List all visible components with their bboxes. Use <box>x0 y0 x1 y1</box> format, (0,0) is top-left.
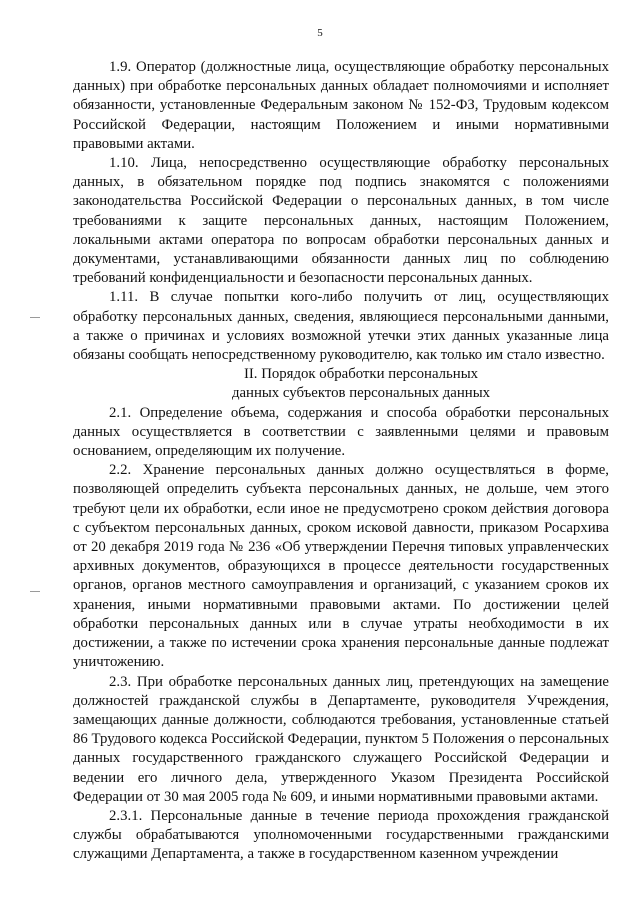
paragraph-1-10: 1.10. Лица, непосредственно осуществляющие обработку персональных данных, в обязательном порядке под подпись знакомятся с положениями законодательства Российской Федерации о персональных данных, в том числе требованиями к защите персональных данных, настоящим Положением, локальными актами оператора по вопросам обработки персональных данных и документами, устанавливающими обязанности данных лиц по соблюдению требований конфиденциальности и безопасности персональных данных. <box>73 155 609 287</box>
paragraph-2-1: 2.1. Определение объема, содержания и способа обработки персональных данных осуществляется в соответствии с заявленными целями и правовым основанием, определяющим их получение. <box>73 404 609 460</box>
margin-mark <box>30 317 40 318</box>
paragraph-2-3: 2.3. При обработке персональных данных лиц, претендующих на замещение должностей гражданской службы в Департаменте, руководителя Учреждения, замещающих данные должности, соблюдаются требования, установленные статьей 86 Трудового кодекса Российской Федерации, пунктом 5 Положения о персональных данных государственного гражданского служащего Российской Федерации и ведении его личного дела, утвержденного Указом Президента Российской Федерации от 30 мая 2005 года № 609, и иными нормативными правовыми актами. <box>73 673 609 805</box>
section-heading-line-2: данных субъектов персональных данных <box>231 385 491 402</box>
section-heading <box>73 365 609 403</box>
page-number: 5 <box>317 27 323 39</box>
document-body <box>73 58 609 865</box>
paragraph-1-9: 1.9. Оператор (должностные лица, осуществляющие обработку персональных данных) при обработке персональных данных обладает полномочиями и исполняет обязанности, установленные Федеральным законом № 152-ФЗ, Трудовым кодексом Российской Федерации, настоящим Положением и иными нормативными правовыми актами. <box>73 59 609 152</box>
section-heading-line-1: II. Порядок обработки персональных <box>243 366 479 383</box>
paragraph-1-11: 1.11. В случае попытки кого-либо получить от лиц, осуществляющих обработку персональных данных, сведения, являющиеся персональными данными, а также о причинах и условиях возможной утечки этих данных указанные лица обязаны сообщать непосредственному руководителю, как только им стало известно. <box>73 289 609 364</box>
paragraph-2-3-1: 2.3.1. Персональные данные в течение периода прохождения гражданской службы обрабатываются уполномоченными государственными гражданскими служащими Департамента, а также в государственном казенном учреждении <box>73 807 609 863</box>
margin-mark <box>30 591 40 592</box>
paragraph-2-2: 2.2. Хранение персональных данных должно осуществляться в форме, позволяющей определить субъекта персональных данных, не дольше, чем этого требуют цели их обработки, если иное не предусмотрено сроком действия договора с субъектом персональных данных, сроком исковой давности, приказом Росархива от 20 декабря 2019 года № 236 «Об утверждении Перечня типовых управленческих архивных документов, образующихся в процессе деятельности государственных органов, органов местного самоуправления и организаций, с указанием сроков их хранения, иными нормативными правовыми актами. По достижении целей обработки персональных данных или в случае утраты необходимости в их достижении, а также по истечении срока хранения персональные данные подлежат уничтожению. <box>73 462 609 671</box>
